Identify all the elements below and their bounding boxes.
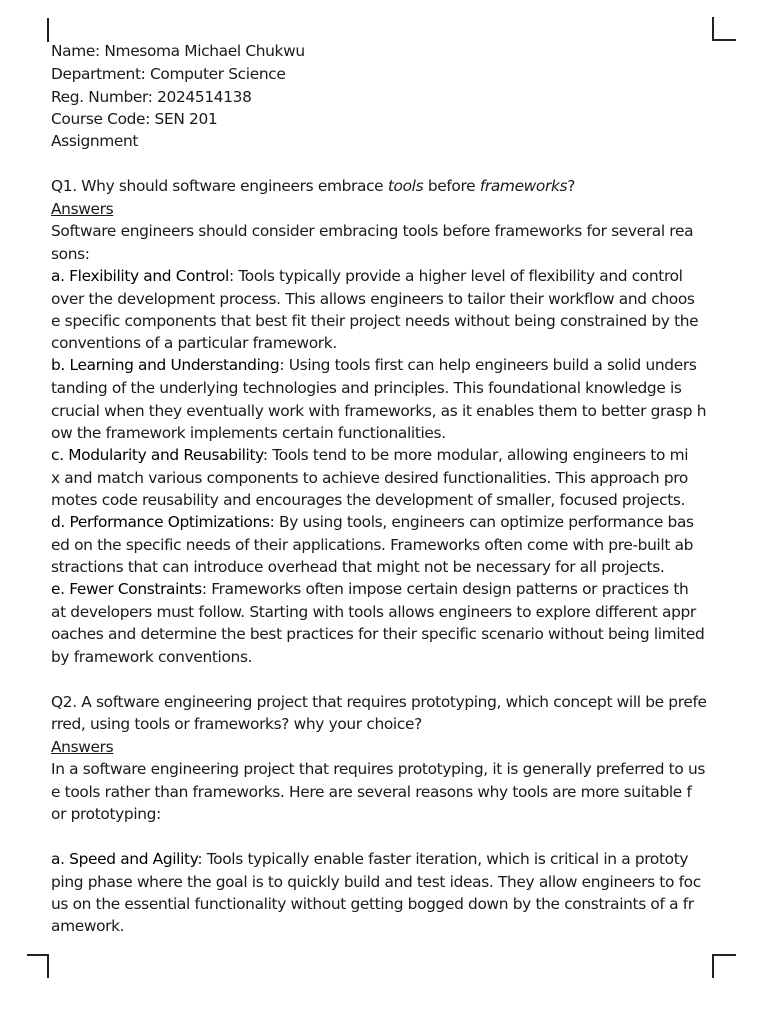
q1-point-c-line: motes code reusability and encourages the development of smaller, focused projects. [51,491,686,509]
q2-point-a-line: amework. [51,917,125,935]
q1-point-c-line: x and match various components to achieve desired functionalities. This approach pro [51,469,688,487]
q1-point-c [51,444,688,466]
q1-point-e [51,578,688,600]
corner-mark-bottom-left [27,954,49,978]
q2-answers-label: Answers [51,738,114,756]
q2-intro-line: or prototyping: [51,805,161,823]
q1-text: before [423,177,480,195]
q1-question [51,175,575,197]
point-heading: c. Modularity and Reusability [51,446,263,464]
q1-point-d-line: ed on the specific needs of their applications. Frameworks often come with pre-built ab [51,536,694,554]
q1-point-a [51,265,683,287]
reg-number: Reg. Number: 2024514138 [51,88,252,106]
q2-point-a-line: ping phase where the goal is to quickly build and test ideas. They allow engineers to foc [51,873,701,891]
q1-point-d-line: stractions that can introduce overhead that might not be necessary for all projects. [51,558,665,576]
point-heading: a. Flexibility and Control [51,267,229,285]
assignment-title: Assignment [51,132,139,150]
q2-intro-line: e tools rather than frameworks. Here are several reasons why tools are more suitable f [51,783,692,801]
point-heading: a. Speed and Agility [51,850,198,868]
corner-mark-bottom-right [712,954,736,978]
q1-answers-label: Answers [51,200,114,218]
department: Department: Computer Science [51,65,286,83]
q2-label: Q2. [51,693,77,711]
q1-point-a-line: over the development process. This allows engineers to tailor their workflow and choos [51,290,695,308]
q1-point-e-line: oaches and determine the best practices for their specific scenario without being limited [51,625,705,643]
q1-point-a-line: conventions of a particular framework. [51,334,337,352]
student-name: Name: Nmesoma Michael Chukwu [51,42,305,60]
point-text: : Using tools first can help engineers build a solid unders [279,356,697,374]
course-code: Course Code: SEN 201 [51,110,218,128]
point-text: : Tools typically enable faster iteration, which is critical in a prototy [197,850,689,868]
point-text: : Tools typically provide a higher level of flexibility and control [228,267,683,285]
point-heading: d. Performance Optimizations [51,513,270,531]
q1-text: Why should software engineers embrace [76,177,388,195]
q1-point-e-line: at developers must follow. Starting with tools allows engineers to explore different appr [51,603,696,621]
corner-mark-top-right [712,17,736,41]
q1-point-d [51,511,694,533]
point-text: : Frameworks often impose certain design patterns or practices th [201,580,689,598]
q1-point-e-line: by framework conventions. [51,648,253,666]
q1-point-b-line: tanding of the underlying technologies and principles. This foundational knowledge is [51,379,682,397]
q2-point-a-line: us on the essential functionality without getting bogged down by the constraints of a fr [51,895,694,913]
q2-intro-line: In a software engineering project that requires prototyping, it is generally preferred to us [51,760,706,778]
q2-question [51,691,707,713]
corner-mark-top-left [27,18,49,42]
q1-point-b-line: ow the framework implements certain functionalities. [51,424,446,442]
point-heading: b. Learning and Understanding [51,356,280,374]
point-heading: e. Fewer Constraints [51,580,202,598]
q1-intro-line: Software engineers should consider embracing tools before frameworks for several rea [51,222,694,240]
q1-point-b-line: crucial when they eventually work with frameworks, as it enables them to better grasp h [51,402,707,420]
q2-text: A software engineering project that requires prototyping, which concept will be prefe [76,693,707,711]
q2-question-line: rred, using tools or frameworks? why your choice? [51,715,422,733]
q1-text: ? [567,177,576,195]
q1-point-b [51,354,697,376]
point-text: : Tools tend to be more modular, allowing engineers to mi [262,446,689,464]
q1-emphasis-tools: tools [387,177,424,195]
q1-label: Q1. [51,177,77,195]
q1-point-a-line: e specific components that best fit their project needs without being constrained by the [51,312,699,330]
point-text: : By using tools, engineers can optimize performance bas [269,513,694,531]
q1-intro-line: sons: [51,245,90,263]
q2-point-a [51,848,688,870]
q1-emphasis-frameworks: frameworks [479,177,568,195]
